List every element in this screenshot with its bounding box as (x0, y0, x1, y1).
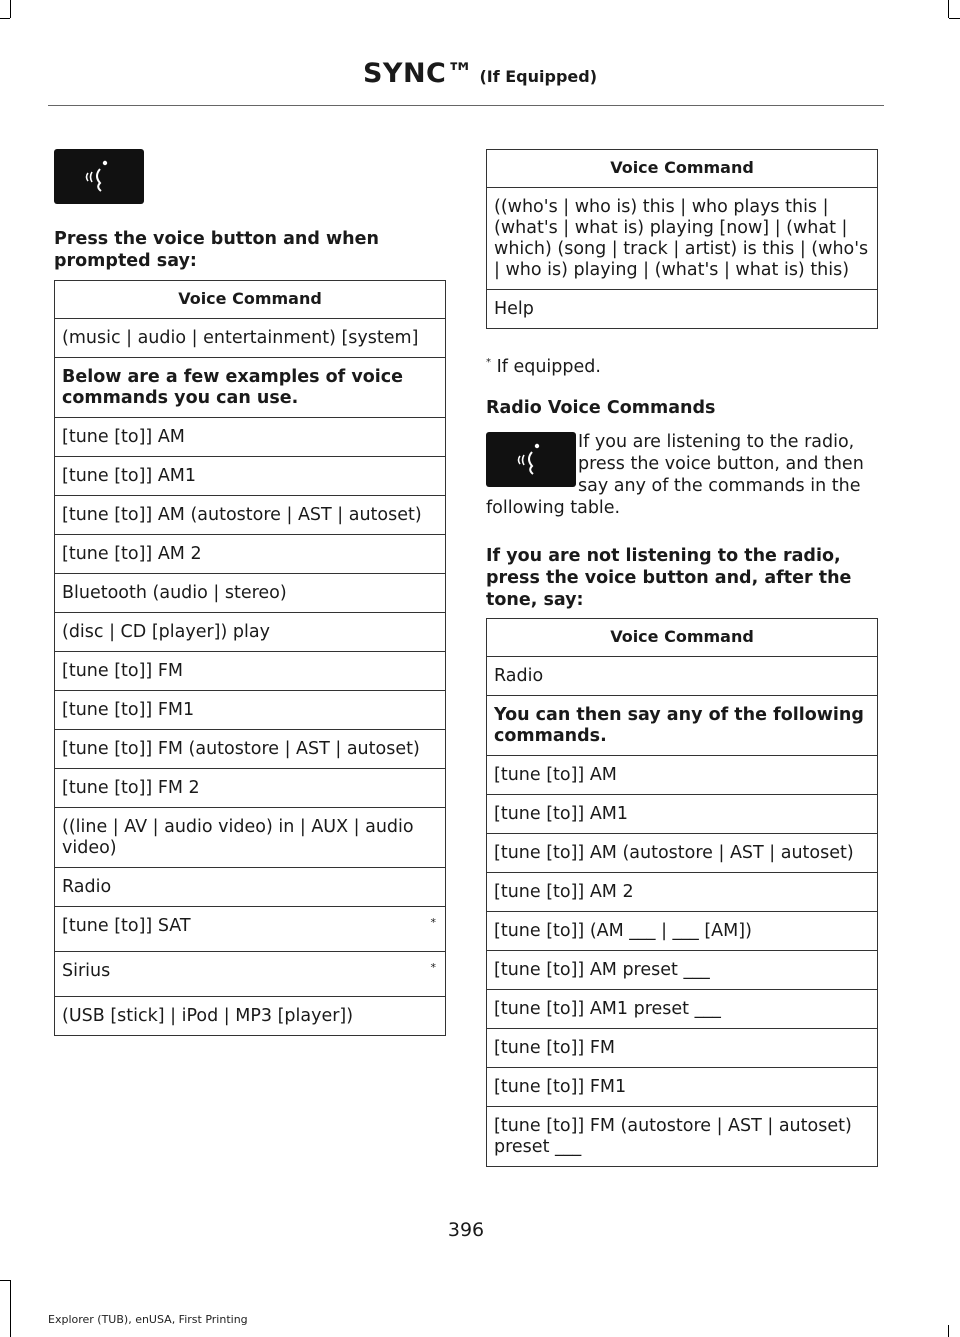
footnote-star: * (486, 357, 491, 368)
table-cell (487, 1068, 878, 1107)
table-row (487, 990, 878, 1029)
radio-paragraph-text: If you are listening to the radio, press the voice button, and then say any of the commands in the following table. (486, 432, 864, 518)
table-cell (55, 496, 446, 535)
table-row (487, 657, 878, 696)
header-title: SYNC™ (362, 58, 474, 89)
command-text: [tune [to]] FM1 (62, 700, 195, 720)
command-text: [tune [to]] FM 2 (62, 778, 200, 798)
command-text: [tune [to]] AM1 (62, 466, 197, 486)
table-row (487, 188, 878, 290)
table-cell (55, 997, 446, 1036)
command-text: [tune [to]] SAT (62, 916, 191, 936)
table-cell (487, 834, 878, 873)
not-listening-heading: If you are not listening to the radio, press the voice button and, after the tone, say: (486, 546, 852, 610)
command-text: (disc | CD [player]) play (62, 622, 270, 642)
table-row (487, 756, 878, 795)
table-row (55, 457, 446, 496)
command-text: [tune [to]] FM (494, 1038, 615, 1058)
radio-heading: Radio Voice Commands (486, 398, 716, 418)
voice-command-table-left (54, 280, 446, 1036)
table-cell (487, 951, 878, 990)
table-row (487, 1107, 878, 1167)
table-cell (55, 907, 446, 952)
footnote-marker: * (430, 961, 436, 974)
command-text: ((who's | who is) this | who plays this | (what's | what is) playing [now] | (what | which) (song | track | artist) is this | (who's | who is) playing | (what's | what is) this) (494, 197, 869, 280)
command-text: [tune [to]] AM (autostore | AST | autoset) (62, 505, 422, 525)
command-text: [tune [to]] (AM ___ | ___ [AM]) (494, 921, 752, 941)
table-cell (487, 873, 878, 912)
table-row (487, 795, 878, 834)
command-text: [tune [to]] FM (62, 661, 183, 681)
footnote-text: If equipped. (491, 356, 601, 377)
footnote-marker: * (430, 916, 436, 929)
table-row (55, 652, 446, 691)
command-text: Below are a few examples of voice commands you can use. (62, 367, 404, 408)
table-cell (487, 290, 878, 329)
header-subtitle: (If Equipped) (479, 67, 598, 86)
crop-mark (10, 0, 11, 18)
table-cell (55, 613, 446, 652)
command-text: [tune [to]] AM preset ___ (494, 960, 710, 980)
radio-paragraph (486, 431, 880, 519)
table-row (55, 907, 446, 952)
table-cell (55, 868, 446, 907)
table-header: Voice Command (487, 150, 878, 188)
voice-command-table-right-bottom (486, 618, 878, 1167)
table-row (55, 574, 446, 613)
table-row (55, 997, 446, 1036)
command-text: [tune [to]] AM (autostore | AST | autoset) (494, 843, 854, 863)
table-cell (487, 912, 878, 951)
command-text: [tune [to]] AM1 (494, 804, 629, 824)
edition-footer: Explorer (TUB), enUSA, First Printing (48, 1313, 248, 1326)
command-text: (USB [stick] | iPod | MP3 [player]) (62, 1006, 354, 1026)
table-row (55, 613, 446, 652)
table-row (487, 1029, 878, 1068)
intro-heading: Press the voice button and when prompted say: (54, 229, 379, 271)
table-cell (487, 696, 878, 756)
table-cell (487, 756, 878, 795)
table-row (55, 319, 446, 358)
table-row (487, 912, 878, 951)
table-cell (487, 657, 878, 696)
crop-mark (0, 18, 10, 19)
footnote (486, 352, 878, 378)
table-cell (55, 535, 446, 574)
command-text: [tune [to]] FM1 (494, 1077, 627, 1097)
crop-mark (948, 0, 949, 18)
command-text: [tune [to]] AM1 preset ___ (494, 999, 721, 1019)
table-cell (487, 1029, 878, 1068)
command-text: Sirius (62, 961, 111, 981)
command-text: [tune [to]] AM 2 (494, 882, 634, 902)
table-cell (55, 457, 446, 496)
table-row (55, 952, 446, 997)
table-cell (55, 574, 446, 613)
table-row (55, 730, 446, 769)
table-row (55, 496, 446, 535)
table-row (55, 358, 446, 418)
table-cell (55, 952, 446, 997)
table-header: Voice Command (55, 281, 446, 319)
command-text: ((line | AV | audio video) in | AUX | audio video) (62, 817, 414, 858)
crop-mark (948, 1325, 949, 1337)
table-row (55, 808, 446, 868)
table-cell (487, 1107, 878, 1167)
table-cell (55, 769, 446, 808)
table-cell (55, 418, 446, 457)
table-row (487, 951, 878, 990)
command-text: [tune [to]] FM (autostore | AST | autoset) (62, 739, 420, 759)
table-row (487, 834, 878, 873)
table-row (55, 691, 446, 730)
table-cell (487, 990, 878, 1029)
voice-button-icon (54, 149, 144, 204)
table-cell (55, 730, 446, 769)
voice-command-table-right-top (486, 149, 878, 329)
table-cell (55, 691, 446, 730)
table-cell (55, 808, 446, 868)
command-text: Radio (62, 877, 112, 897)
command-text: Radio (494, 666, 544, 686)
table-cell (55, 319, 446, 358)
command-text: Bluetooth (audio | stereo) (62, 583, 287, 603)
crop-mark (949, 18, 960, 19)
crop-mark (10, 1280, 11, 1337)
page-number: 396 (447, 1219, 485, 1241)
crop-mark (0, 1280, 10, 1281)
table-cell (55, 652, 446, 691)
header-divider (48, 105, 884, 106)
page-header (0, 58, 960, 89)
table-row (487, 873, 878, 912)
table-row (55, 868, 446, 907)
table-header: Voice Command (487, 619, 878, 657)
table-cell (55, 358, 446, 418)
command-text: [tune [to]] AM (62, 427, 185, 447)
table-row (55, 769, 446, 808)
command-text: (music | audio | entertainment) [system] (62, 328, 419, 348)
table-row (487, 290, 878, 329)
table-cell (487, 188, 878, 290)
command-text: Help (494, 299, 534, 319)
command-text: You can then say any of the following commands. (494, 705, 864, 746)
table-row (487, 696, 878, 756)
command-text: [tune [to]] AM (494, 765, 617, 785)
table-cell (487, 795, 878, 834)
table-row (55, 418, 446, 457)
table-row (55, 535, 446, 574)
command-text: [tune [to]] AM 2 (62, 544, 202, 564)
table-row (487, 1068, 878, 1107)
command-text: [tune [to]] FM (autostore | AST | autoset) preset ___ (494, 1116, 852, 1157)
